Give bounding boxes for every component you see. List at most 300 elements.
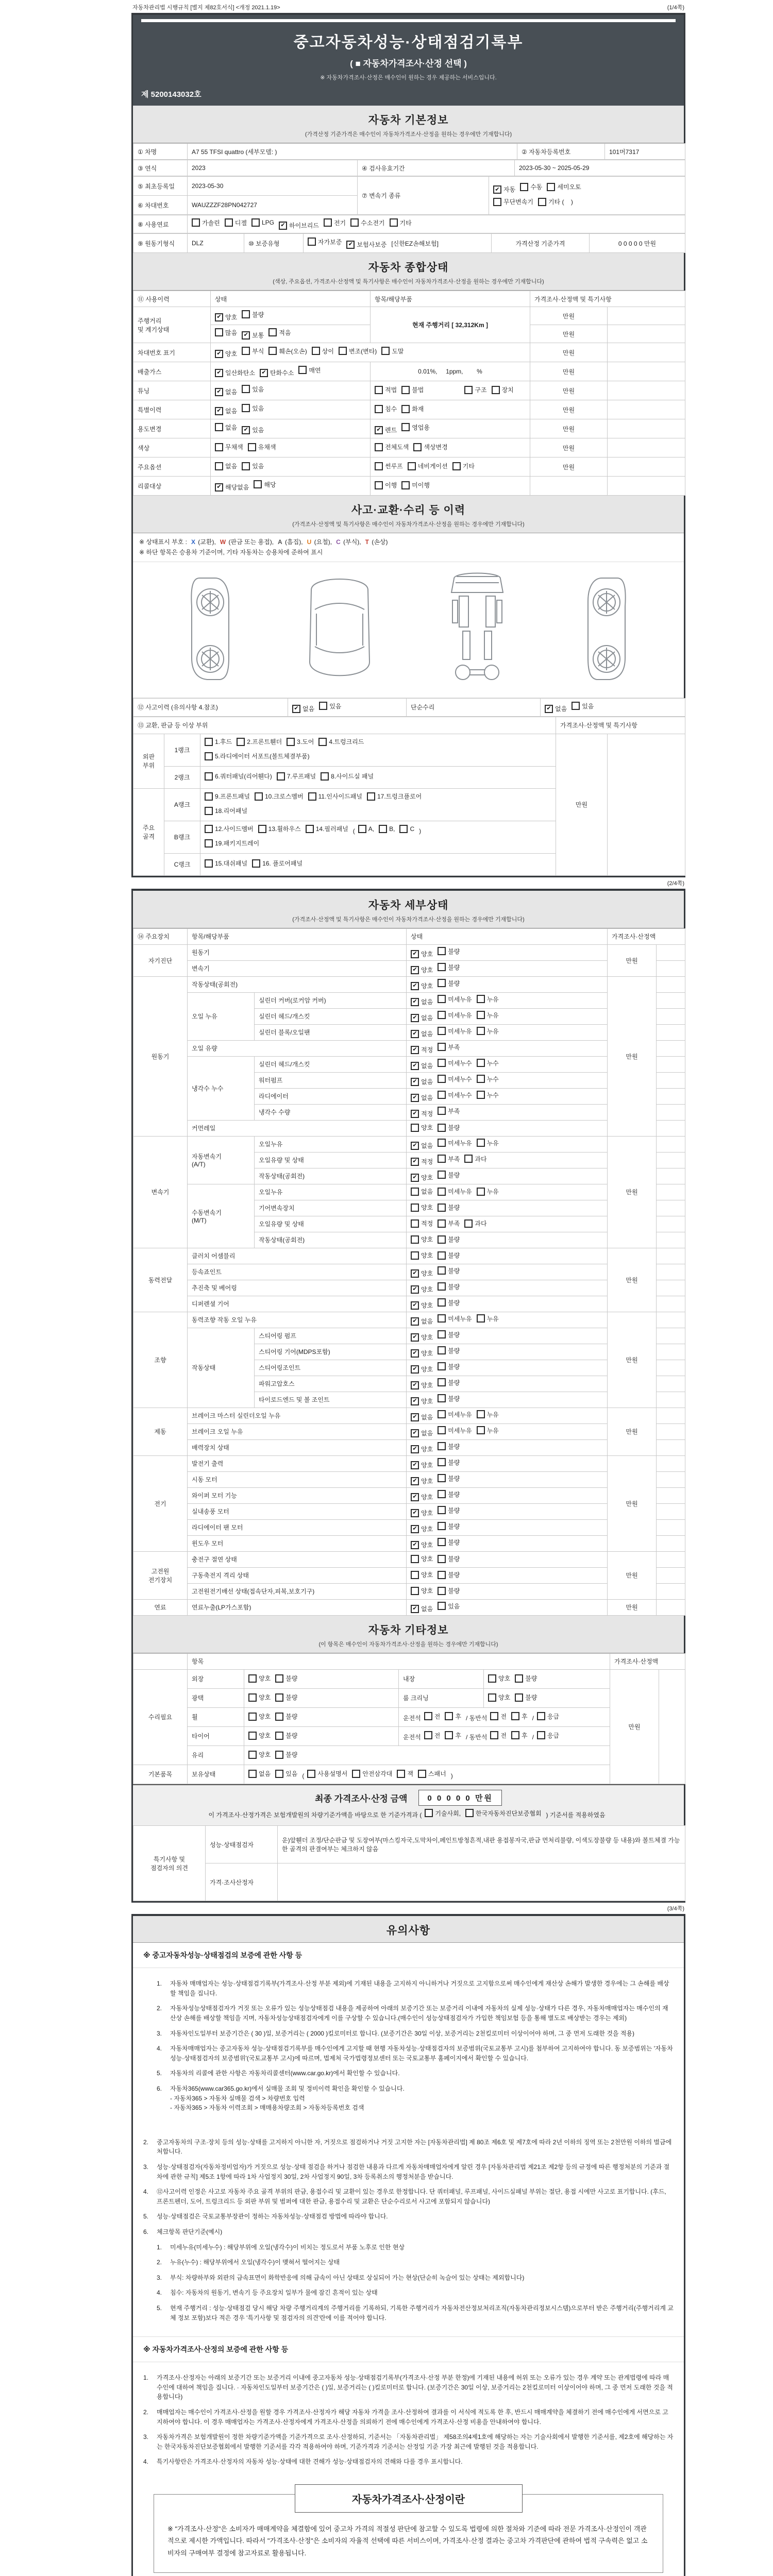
checkbox-있음[interactable]	[242, 462, 264, 470]
checkbox-기술사회,[interactable]	[425, 1809, 461, 1818]
checkbox-empty-icon[interactable]	[248, 1751, 257, 1759]
checkbox-있음[interactable]	[242, 404, 264, 413]
checkbox-미이행[interactable]	[401, 481, 430, 489]
checkbox-양호[interactable]	[411, 1301, 433, 1310]
checkbox-없음[interactable]	[545, 704, 567, 713]
checkbox-무단변속기[interactable]	[493, 196, 533, 208]
checkbox-있음[interactable]	[242, 426, 264, 434]
checkbox-checked-icon[interactable]: ✔	[411, 966, 419, 974]
checkbox-empty-icon[interactable]	[438, 1219, 446, 1228]
checkbox-미세누유[interactable]	[438, 1314, 472, 1323]
checkbox-양호[interactable]	[411, 1333, 433, 1342]
checkbox-불량[interactable]	[275, 1750, 297, 1759]
checkbox-썬루프[interactable]	[375, 462, 403, 470]
checkbox-없음[interactable]	[215, 423, 237, 432]
checkbox-checked-icon[interactable]: ✔	[411, 1269, 419, 1278]
checkbox-empty-icon[interactable]	[411, 1251, 419, 1260]
checkbox-empty-icon[interactable]	[488, 1693, 496, 1702]
checkbox-불량[interactable]	[438, 1490, 460, 1499]
checkbox-empty-icon[interactable]	[215, 443, 223, 451]
checkbox-양호[interactable]	[411, 1586, 433, 1595]
checkbox-매연[interactable]	[298, 366, 321, 375]
checkbox-부족[interactable]	[438, 1107, 460, 1115]
checkbox-empty-icon[interactable]	[248, 1674, 257, 1683]
checkbox-한국자동차진단보증협회[interactable]	[465, 1809, 542, 1818]
checkbox-empty-icon[interactable]	[411, 1571, 419, 1579]
checkbox-empty-icon[interactable]	[438, 1266, 446, 1275]
checkbox-empty-icon[interactable]	[520, 183, 528, 191]
checkbox-empty-icon[interactable]	[438, 1346, 446, 1354]
checkbox-empty-icon[interactable]	[275, 1732, 283, 1740]
checkbox-checked-icon[interactable]: ✔	[411, 950, 419, 958]
checkbox-수소전기[interactable]	[350, 218, 384, 227]
checkbox-렌트[interactable]	[375, 426, 397, 434]
checkbox-적법[interactable]	[375, 385, 397, 394]
checkbox-empty-icon[interactable]	[390, 218, 398, 227]
checkbox-보통[interactable]	[242, 331, 264, 340]
checkbox-양호[interactable]	[411, 1173, 433, 1182]
checkbox-불량[interactable]	[515, 1674, 537, 1683]
checkbox-checked-icon[interactable]: ✔	[493, 185, 501, 194]
checkbox-empty-icon[interactable]	[242, 385, 250, 393]
checkbox-empty-icon[interactable]	[438, 1124, 446, 1132]
checkbox-장치[interactable]	[492, 385, 514, 394]
checkbox-empty-icon[interactable]	[401, 481, 410, 489]
checkbox-empty-icon[interactable]	[445, 1731, 453, 1739]
checkbox-empty-icon[interactable]	[438, 1587, 446, 1595]
checkbox-안전삼각대[interactable]	[352, 1769, 392, 1778]
checkbox-empty-icon[interactable]	[350, 218, 359, 227]
checkbox-empty-icon[interactable]	[493, 198, 501, 206]
checkbox-불량[interactable]	[242, 310, 264, 319]
checkbox-적정[interactable]	[411, 1109, 433, 1118]
checkbox-empty-icon[interactable]	[438, 1043, 446, 1051]
checkbox-empty-icon[interactable]	[477, 1139, 485, 1147]
checkbox-empty-icon[interactable]	[205, 738, 213, 746]
checkbox-1.후드[interactable]	[205, 736, 232, 748]
checkbox-누유[interactable]	[477, 1410, 499, 1419]
checkbox-없음[interactable]	[411, 1077, 433, 1086]
checkbox-checked-icon[interactable]: ✔	[411, 998, 419, 1006]
checkbox-불량[interactable]	[438, 1330, 460, 1339]
checkbox-적정[interactable]	[411, 1219, 433, 1228]
checkbox-empty-icon[interactable]	[464, 1219, 473, 1228]
checkbox-checked-icon[interactable]: ✔	[346, 241, 355, 249]
checkbox-C[interactable]	[399, 823, 414, 835]
checkbox-양호[interactable]	[411, 1540, 433, 1549]
checkbox-empty-icon[interactable]	[215, 462, 223, 470]
checkbox-미세누수[interactable]	[438, 1075, 472, 1083]
checkbox-empty-icon[interactable]	[490, 1712, 498, 1720]
checkbox-양호[interactable]	[411, 1381, 433, 1389]
checkbox-미세누수[interactable]	[438, 1091, 472, 1099]
checkbox-empty-icon[interactable]	[205, 839, 213, 848]
checkbox-15.대쉬패널[interactable]	[205, 857, 247, 870]
checkbox-empty-icon[interactable]	[515, 1693, 523, 1702]
checkbox-empty-icon[interactable]	[438, 1235, 446, 1244]
checkbox-6.쿼터패널(리어휀다)[interactable]	[205, 770, 272, 783]
checkbox-checked-icon[interactable]: ✔	[411, 1525, 419, 1533]
checkbox-checked-icon[interactable]: ✔	[411, 1477, 419, 1485]
checkbox-empty-icon[interactable]	[438, 995, 446, 1003]
checkbox-적정[interactable]	[411, 1157, 433, 1166]
checkbox-탄화수소[interactable]	[260, 368, 294, 377]
checkbox-empty-icon[interactable]	[254, 480, 262, 488]
checkbox-불량[interactable]	[438, 1203, 460, 1212]
checkbox-없음[interactable]	[411, 1413, 433, 1421]
checkbox-가솔린[interactable]	[192, 218, 220, 227]
checkbox-checked-icon[interactable]: ✔	[215, 388, 223, 396]
checkbox-양호[interactable]	[248, 1693, 271, 1702]
checkbox-후[interactable]	[511, 1731, 528, 1740]
checkbox-checked-icon[interactable]: ✔	[545, 705, 553, 713]
checkbox-empty-icon[interactable]	[477, 1059, 485, 1067]
checkbox-empty-icon[interactable]	[411, 1188, 419, 1196]
checkbox-checked-icon[interactable]: ✔	[411, 1285, 419, 1294]
checkbox-양호[interactable]	[411, 1570, 433, 1579]
checkbox-empty-icon[interactable]	[352, 1770, 360, 1778]
checkbox-empty-icon[interactable]	[537, 1712, 545, 1720]
checkbox-미세누유[interactable]	[438, 1011, 472, 1020]
checkbox-empty-icon[interactable]	[438, 1075, 446, 1083]
checkbox-empty-icon[interactable]	[511, 1731, 519, 1739]
checkbox-전[interactable]	[424, 1712, 441, 1721]
checkbox-구조[interactable]	[464, 385, 486, 394]
checkbox-checked-icon[interactable]: ✔	[411, 1301, 419, 1310]
checkbox-과다[interactable]	[464, 1155, 486, 1163]
checkbox-empty-icon[interactable]	[287, 738, 295, 746]
checkbox-불량[interactable]	[438, 1506, 460, 1515]
checkbox-checked-icon[interactable]: ✔	[411, 1030, 419, 1038]
checkbox-양호[interactable]	[411, 1285, 433, 1294]
checkbox-empty-icon[interactable]	[275, 1713, 283, 1721]
checkbox-18.리어패널[interactable]	[205, 805, 247, 817]
checkbox-누유[interactable]	[477, 1314, 499, 1323]
checkbox-B,[interactable]	[379, 823, 395, 835]
checkbox-empty-icon[interactable]	[438, 1602, 446, 1610]
checkbox-empty-icon[interactable]	[275, 1693, 283, 1702]
checkbox-empty-icon[interactable]	[438, 1091, 446, 1099]
checkbox-empty-icon[interactable]	[438, 1571, 446, 1579]
checkbox-checked-icon[interactable]: ✔	[411, 1158, 419, 1166]
checkbox-기타[interactable]	[390, 218, 412, 227]
checkbox-checked-icon[interactable]: ✔	[260, 369, 268, 377]
checkbox-적음[interactable]	[268, 328, 291, 337]
checkbox-없음[interactable]	[411, 1013, 433, 1022]
checkbox-empty-icon[interactable]	[248, 443, 256, 451]
checkbox-empty-icon[interactable]	[268, 347, 277, 355]
checkbox-없음[interactable]	[292, 704, 314, 713]
checkbox-empty-icon[interactable]	[411, 1587, 419, 1595]
checkbox-empty-icon[interactable]	[255, 792, 263, 801]
checkbox-9.프론트패널[interactable]	[205, 790, 250, 803]
checkbox-empty-icon[interactable]	[375, 443, 383, 451]
checkbox-empty-icon[interactable]	[418, 1770, 426, 1778]
checkbox-checked-icon[interactable]: ✔	[411, 1110, 419, 1118]
checkbox-수동[interactable]	[520, 181, 542, 193]
checkbox-양호[interactable]	[411, 1365, 433, 1374]
checkbox-checked-icon[interactable]: ✔	[411, 1317, 419, 1326]
checkbox-불량[interactable]	[438, 1298, 460, 1307]
checkbox-응급[interactable]	[537, 1712, 559, 1721]
checkbox-checked-icon[interactable]: ✔	[411, 1142, 419, 1150]
checkbox-empty-icon[interactable]	[438, 1188, 446, 1196]
checkbox-checked-icon[interactable]: ✔	[411, 1605, 419, 1613]
checkbox-양호[interactable]	[411, 1235, 433, 1244]
checkbox-empty-icon[interactable]	[515, 1674, 523, 1683]
checkbox-empty-icon[interactable]	[375, 462, 383, 470]
checkbox-침수[interactable]	[375, 404, 397, 413]
checkbox-응급[interactable]	[537, 1731, 559, 1740]
checkbox-empty-icon[interactable]	[477, 1314, 485, 1323]
checkbox-양호[interactable]	[411, 1397, 433, 1405]
checkbox-누수[interactable]	[477, 1075, 499, 1083]
checkbox-empty-icon[interactable]	[464, 386, 473, 394]
checkbox-empty-icon[interactable]	[381, 347, 390, 355]
checkbox-잭[interactable]	[397, 1769, 413, 1778]
checkbox-checked-icon[interactable]: ✔	[215, 350, 223, 358]
checkbox-불량[interactable]	[438, 1522, 460, 1531]
checkbox-empty-icon[interactable]	[375, 481, 383, 489]
checkbox-empty-icon[interactable]	[477, 1188, 485, 1196]
checkbox-없음[interactable]	[411, 1093, 433, 1102]
checkbox-없음[interactable]	[215, 462, 237, 470]
checkbox-불량[interactable]	[438, 1378, 460, 1387]
checkbox-불량[interactable]	[438, 1538, 460, 1547]
checkbox-누수[interactable]	[477, 1091, 499, 1099]
checkbox-불량[interactable]	[438, 1570, 460, 1579]
checkbox-checked-icon[interactable]: ✔	[215, 313, 223, 321]
checkbox-empty-icon[interactable]	[401, 405, 410, 413]
checkbox-미세누유[interactable]	[438, 1139, 472, 1147]
checkbox-empty-icon[interactable]	[438, 1490, 446, 1498]
checkbox-훼손(오손)[interactable]	[268, 347, 307, 355]
checkbox-미세누유[interactable]	[438, 1426, 472, 1435]
checkbox-empty-icon[interactable]	[251, 218, 260, 227]
checkbox-없음[interactable]	[411, 1061, 433, 1070]
checkbox-empty-icon[interactable]	[339, 347, 347, 355]
checkbox-empty-icon[interactable]	[438, 1282, 446, 1291]
checkbox-후[interactable]	[445, 1712, 461, 1721]
checkbox-empty-icon[interactable]	[399, 825, 408, 833]
checkbox-불량[interactable]	[438, 979, 460, 988]
checkbox-empty-icon[interactable]	[438, 1394, 446, 1402]
checkbox-checked-icon[interactable]: ✔	[411, 1413, 419, 1421]
checkbox-empty-icon[interactable]	[205, 807, 213, 815]
checkbox-empty-icon[interactable]	[237, 738, 245, 746]
checkbox-전[interactable]	[490, 1712, 507, 1721]
checkbox-empty-icon[interactable]	[215, 328, 223, 336]
checkbox-empty-icon[interactable]	[464, 1155, 473, 1163]
checkbox-양호[interactable]	[411, 1123, 433, 1132]
checkbox-불량[interactable]	[438, 1282, 460, 1291]
checkbox-해당[interactable]	[254, 480, 276, 489]
checkbox-checked-icon[interactable]: ✔	[411, 982, 419, 990]
checkbox-많음[interactable]	[215, 328, 237, 337]
checkbox-양호[interactable]	[411, 1509, 433, 1517]
checkbox-empty-icon[interactable]	[192, 218, 200, 227]
checkbox-없음[interactable]	[411, 997, 433, 1006]
checkbox-불량[interactable]	[438, 1123, 460, 1132]
checkbox-전체도색[interactable]	[375, 443, 409, 451]
checkbox-checked-icon[interactable]: ✔	[411, 1078, 419, 1086]
checkbox-checked-icon[interactable]: ✔	[411, 1493, 419, 1501]
checkbox-양호[interactable]	[411, 1349, 433, 1358]
checkbox-empty-icon[interactable]	[205, 859, 213, 868]
checkbox-없음[interactable]	[411, 1317, 433, 1326]
checkbox-empty-icon[interactable]	[438, 1442, 446, 1450]
checkbox-empty-icon[interactable]	[312, 347, 320, 355]
checkbox-empty-icon[interactable]	[379, 825, 387, 833]
checkbox-empty-icon[interactable]	[438, 1506, 446, 1514]
checkbox-empty-icon[interactable]	[438, 1204, 446, 1212]
checkbox-양호[interactable]	[411, 1461, 433, 1469]
checkbox-empty-icon[interactable]	[411, 1124, 419, 1132]
checkbox-색상변경[interactable]	[413, 443, 447, 451]
checkbox-empty-icon[interactable]	[438, 1378, 446, 1386]
checkbox-empty-icon[interactable]	[215, 423, 223, 431]
checkbox-7.루프패널[interactable]	[277, 770, 316, 783]
checkbox-empty-icon[interactable]	[477, 1091, 485, 1099]
checkbox-있음[interactable]	[438, 1602, 460, 1611]
checkbox-empty-icon[interactable]	[413, 443, 422, 451]
checkbox-empty-icon[interactable]	[275, 1674, 283, 1683]
checkbox-empty-icon[interactable]	[477, 1426, 485, 1434]
checkbox-empty-icon[interactable]	[438, 1474, 446, 1482]
checkbox-이행[interactable]	[375, 481, 397, 489]
checkbox-있음[interactable]	[319, 702, 341, 710]
checkbox-empty-icon[interactable]	[242, 347, 250, 355]
checkbox-없음[interactable]	[215, 387, 237, 396]
checkbox-5.라디에이터 서포트(볼트체결부품)[interactable]	[205, 750, 310, 762]
checkbox-empty-icon[interactable]	[438, 1107, 446, 1115]
checkbox-empty-icon[interactable]	[258, 825, 266, 833]
checkbox-checked-icon[interactable]: ✔	[411, 1445, 419, 1453]
checkbox-없음[interactable]	[411, 1141, 433, 1150]
checkbox-empty-icon[interactable]	[358, 825, 366, 833]
checkbox-부족[interactable]	[438, 1155, 460, 1163]
checkbox-empty-icon[interactable]	[511, 1712, 519, 1720]
checkbox-19.패키지트레이[interactable]	[205, 837, 259, 850]
checkbox-empty-icon[interactable]	[438, 979, 446, 987]
checkbox-4.트렁크리드[interactable]	[318, 736, 364, 748]
checkbox-empty-icon[interactable]	[438, 947, 446, 955]
checkbox-empty-icon[interactable]	[408, 462, 416, 470]
checkbox-empty-icon[interactable]	[401, 386, 410, 394]
checkbox-양호[interactable]	[248, 1712, 271, 1721]
checkbox-불량[interactable]	[438, 947, 460, 956]
checkbox-empty-icon[interactable]	[425, 1809, 433, 1817]
checkbox-empty-icon[interactable]	[411, 1555, 419, 1563]
checkbox-empty-icon[interactable]	[242, 462, 250, 470]
checkbox-empty-icon[interactable]	[438, 1251, 446, 1260]
checkbox-자동[interactable]	[493, 183, 515, 196]
checkbox-empty-icon[interactable]	[248, 1770, 257, 1778]
checkbox-empty-icon[interactable]	[438, 1011, 446, 1019]
checkbox-empty-icon[interactable]	[438, 1410, 446, 1418]
checkbox-checked-icon[interactable]: ✔	[215, 369, 223, 377]
checkbox-empty-icon[interactable]	[375, 405, 383, 413]
checkbox-empty-icon[interactable]	[248, 1693, 257, 1702]
checkbox-empty-icon[interactable]	[307, 1770, 315, 1778]
checkbox-empty-icon[interactable]	[248, 1713, 257, 1721]
checkbox-checked-icon[interactable]: ✔	[411, 1174, 419, 1182]
checkbox-없음[interactable]	[411, 1187, 433, 1196]
checkbox-일산화탄소[interactable]	[215, 368, 255, 377]
checkbox-후[interactable]	[445, 1731, 461, 1740]
checkbox-불량[interactable]	[275, 1712, 297, 1721]
checkbox-empty-icon[interactable]	[248, 1732, 257, 1740]
checkbox-empty-icon[interactable]	[277, 772, 285, 781]
checkbox-양호[interactable]	[411, 1251, 433, 1260]
checkbox-기타 ( )[interactable]	[538, 196, 573, 208]
checkbox-미세누수[interactable]	[438, 1059, 472, 1067]
checkbox-checked-icon[interactable]: ✔	[411, 1381, 419, 1389]
checkbox-checked-icon[interactable]: ✔	[411, 1509, 419, 1517]
checkbox-화재[interactable]	[401, 404, 424, 413]
checkbox-누유[interactable]	[477, 1027, 499, 1036]
checkbox-양호[interactable]	[215, 313, 237, 321]
checkbox-empty-icon[interactable]	[306, 825, 314, 833]
checkbox-empty-icon[interactable]	[477, 1075, 485, 1083]
checkbox-보험사보증[interactable]	[346, 240, 386, 249]
checkbox-유채색[interactable]	[248, 443, 276, 451]
checkbox-불량[interactable]	[438, 1251, 460, 1260]
checkbox-empty-icon[interactable]	[438, 1027, 446, 1035]
checkbox-empty-icon[interactable]	[308, 238, 316, 246]
checkbox-양호[interactable]	[411, 965, 433, 974]
checkbox-empty-icon[interactable]	[424, 1731, 432, 1739]
checkbox-A,[interactable]	[358, 823, 374, 835]
checkbox-empty-icon[interactable]	[275, 1751, 283, 1759]
checkbox-스패너[interactable]	[418, 1769, 446, 1778]
checkbox-양호[interactable]	[411, 1493, 433, 1501]
checkbox-empty-icon[interactable]	[438, 1522, 446, 1530]
checkbox-checked-icon[interactable]: ✔	[411, 1349, 419, 1358]
checkbox-불량[interactable]	[438, 1346, 460, 1355]
checkbox-불량[interactable]	[438, 1362, 460, 1371]
checkbox-미세누유[interactable]	[438, 995, 472, 1004]
checkbox-empty-icon[interactable]	[401, 423, 410, 431]
checkbox-불량[interactable]	[275, 1731, 297, 1740]
checkbox-양호[interactable]	[411, 1524, 433, 1533]
checkbox-17.트렁크플로어[interactable]	[367, 790, 422, 803]
checkbox-부식[interactable]	[242, 347, 264, 355]
checkbox-checked-icon[interactable]: ✔	[411, 1365, 419, 1374]
checkbox-불량[interactable]	[438, 1458, 460, 1467]
checkbox-3.도어[interactable]	[287, 736, 314, 748]
checkbox-미세누유[interactable]	[438, 1187, 472, 1196]
checkbox-양호[interactable]	[248, 1674, 271, 1683]
checkbox-empty-icon[interactable]	[397, 1770, 405, 1778]
checkbox-변조(변타)[interactable]	[339, 347, 377, 355]
checkbox-empty-icon[interactable]	[438, 1059, 446, 1067]
checkbox-양호[interactable]	[248, 1750, 271, 1759]
checkbox-empty-icon[interactable]	[477, 1011, 485, 1019]
checkbox-empty-icon[interactable]	[242, 404, 250, 412]
checkbox-empty-icon[interactable]	[547, 183, 555, 191]
checkbox-양호[interactable]	[411, 1445, 433, 1453]
checkbox-empty-icon[interactable]	[205, 772, 213, 781]
checkbox-empty-icon[interactable]	[375, 386, 383, 394]
checkbox-empty-icon[interactable]	[492, 386, 500, 394]
checkbox-누수[interactable]	[477, 1059, 499, 1067]
checkbox-없음[interactable]	[215, 406, 237, 415]
checkbox-양호[interactable]	[248, 1731, 271, 1740]
checkbox-empty-icon[interactable]	[252, 859, 260, 868]
checkbox-empty-icon[interactable]	[205, 825, 213, 833]
checkbox-empty-icon[interactable]	[488, 1674, 496, 1683]
